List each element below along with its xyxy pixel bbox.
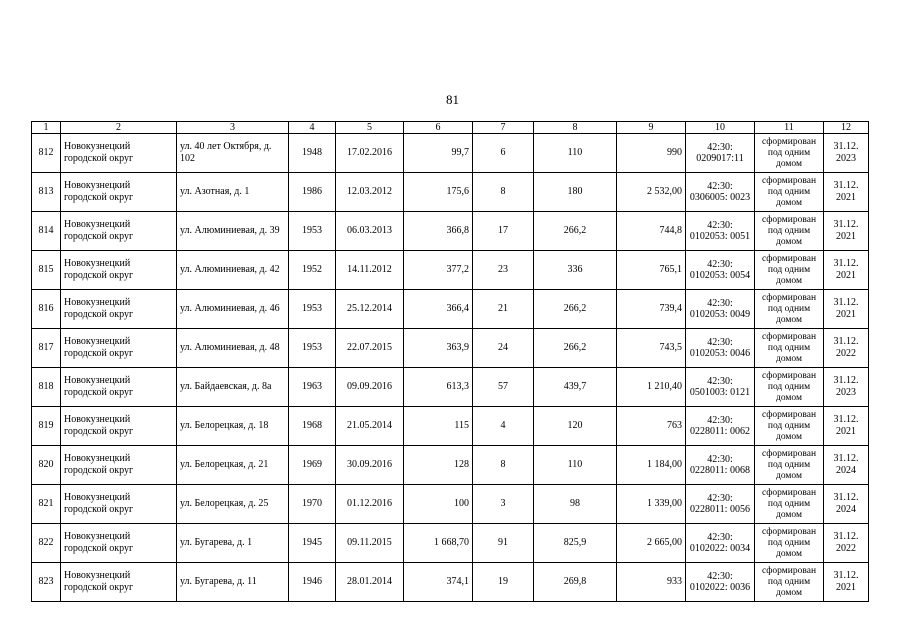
area3-cell: 739,4 (617, 290, 686, 329)
area3-cell: 763 (617, 407, 686, 446)
date-cell: 17.02.2016 (336, 134, 404, 173)
address-cell: ул. Алюминиевая, д. 46 (177, 290, 289, 329)
address-cell: ул. Бугарева, д. 11 (177, 563, 289, 602)
count-cell: 21 (473, 290, 534, 329)
date-cell: 09.11.2015 (336, 524, 404, 563)
status-cell: сформирован под одним домом (755, 446, 824, 485)
table-row (32, 212, 869, 251)
date-cell: 14.11.2012 (336, 251, 404, 290)
area-cell: 99,7 (404, 134, 473, 173)
address-cell: ул. Алюминиевая, д. 39 (177, 212, 289, 251)
count-cell: 8 (473, 446, 534, 485)
area2-cell: 120 (534, 407, 617, 446)
row-number: 820 (32, 446, 61, 485)
municipality-cell: Новокузнецкий городской округ (61, 446, 177, 485)
due-date-cell: 31.12. 2023 (824, 134, 869, 173)
year-cell: 1968 (289, 407, 336, 446)
status-cell: сформирован под одним домом (755, 290, 824, 329)
table-row (32, 563, 869, 602)
area2-cell: 336 (534, 251, 617, 290)
area-cell: 1 668,70 (404, 524, 473, 563)
date-cell: 22.07.2015 (336, 329, 404, 368)
address-cell: ул. Азотная, д. 1 (177, 173, 289, 212)
cadastral-cell: 42:30: 0501003: 0121 (686, 368, 755, 407)
year-cell: 1946 (289, 563, 336, 602)
cadastral-cell: 42:30: 0102022: 0036 (686, 563, 755, 602)
address-cell: ул. Белорецкая, д. 25 (177, 485, 289, 524)
area-cell: 100 (404, 485, 473, 524)
municipality-cell: Новокузнецкий городской округ (61, 368, 177, 407)
status-cell: сформирован под одним домом (755, 485, 824, 524)
municipality-cell: Новокузнецкий городской округ (61, 251, 177, 290)
status-cell: сформирован под одним домом (755, 329, 824, 368)
date-cell: 25.12.2014 (336, 290, 404, 329)
municipality-cell: Новокузнецкий городской округ (61, 212, 177, 251)
status-cell: сформирован под одним домом (755, 251, 824, 290)
row-number: 817 (32, 329, 61, 368)
address-cell: ул. Белорецкая, д. 18 (177, 407, 289, 446)
status-cell: сформирован под одним домом (755, 134, 824, 173)
year-cell: 1953 (289, 290, 336, 329)
year-cell: 1945 (289, 524, 336, 563)
status-cell: сформирован под одним домом (755, 524, 824, 563)
table-header (32, 122, 869, 134)
cadastral-cell: 42:30: 0102053: 0049 (686, 290, 755, 329)
municipality-cell: Новокузнецкий городской округ (61, 524, 177, 563)
column-header: 10 (686, 122, 755, 134)
area3-cell: 2 665,00 (617, 524, 686, 563)
year-cell: 1952 (289, 251, 336, 290)
count-cell: 17 (473, 212, 534, 251)
year-cell: 1969 (289, 446, 336, 485)
due-date-cell: 31.12. 2021 (824, 407, 869, 446)
due-date-cell: 31.12. 2024 (824, 446, 869, 485)
table-row (32, 134, 869, 173)
area3-cell: 743,5 (617, 329, 686, 368)
date-cell: 01.12.2016 (336, 485, 404, 524)
area2-cell: 825,9 (534, 524, 617, 563)
count-cell: 6 (473, 134, 534, 173)
count-cell: 19 (473, 563, 534, 602)
row-number: 816 (32, 290, 61, 329)
cadastral-cell: 42:30: 0102053: 0054 (686, 251, 755, 290)
cadastral-cell: 42:30: 0228011: 0056 (686, 485, 755, 524)
column-header: 7 (473, 122, 534, 134)
area2-cell: 266,2 (534, 212, 617, 251)
date-cell: 28.01.2014 (336, 563, 404, 602)
address-cell: ул. Белорецкая, д. 21 (177, 446, 289, 485)
area3-cell: 990 (617, 134, 686, 173)
municipality-cell: Новокузнецкий городской округ (61, 290, 177, 329)
status-cell: сформирован под одним домом (755, 407, 824, 446)
date-cell: 21.05.2014 (336, 407, 404, 446)
year-cell: 1986 (289, 173, 336, 212)
area-cell: 366,8 (404, 212, 473, 251)
due-date-cell: 31.12. 2021 (824, 212, 869, 251)
area-cell: 374,1 (404, 563, 473, 602)
housing-registry-table (31, 121, 869, 602)
due-date-cell: 31.12. 2023 (824, 368, 869, 407)
header-row (32, 122, 869, 134)
date-cell: 06.03.2013 (336, 212, 404, 251)
count-cell: 3 (473, 485, 534, 524)
area2-cell: 266,2 (534, 329, 617, 368)
status-cell: сформирован под одним домом (755, 368, 824, 407)
count-cell: 8 (473, 173, 534, 212)
status-cell: сформирован под одним домом (755, 173, 824, 212)
status-cell: сформирован под одним домом (755, 212, 824, 251)
count-cell: 91 (473, 524, 534, 563)
count-cell: 24 (473, 329, 534, 368)
table-row (32, 485, 869, 524)
count-cell: 57 (473, 368, 534, 407)
year-cell: 1953 (289, 329, 336, 368)
area-cell: 377,2 (404, 251, 473, 290)
area2-cell: 110 (534, 134, 617, 173)
table-row (32, 290, 869, 329)
column-header: 1 (32, 122, 61, 134)
table-row (32, 446, 869, 485)
cadastral-cell: 42:30: 0306005: 0023 (686, 173, 755, 212)
address-cell: ул. Бугарева, д. 1 (177, 524, 289, 563)
column-header: 3 (177, 122, 289, 134)
municipality-cell: Новокузнецкий городской округ (61, 134, 177, 173)
row-number: 823 (32, 563, 61, 602)
column-header: 8 (534, 122, 617, 134)
area3-cell: 933 (617, 563, 686, 602)
due-date-cell: 31.12. 2021 (824, 563, 869, 602)
address-cell: ул. Байдаевская, д. 8а (177, 368, 289, 407)
column-header: 9 (617, 122, 686, 134)
cadastral-cell: 42:30: 0209017:11 (686, 134, 755, 173)
area3-cell: 765,1 (617, 251, 686, 290)
year-cell: 1970 (289, 485, 336, 524)
due-date-cell: 31.12. 2021 (824, 290, 869, 329)
area3-cell: 1 339,00 (617, 485, 686, 524)
area2-cell: 180 (534, 173, 617, 212)
table-row (32, 329, 869, 368)
area-cell: 128 (404, 446, 473, 485)
count-cell: 4 (473, 407, 534, 446)
column-header: 6 (404, 122, 473, 134)
cadastral-cell: 42:30: 0102022: 0034 (686, 524, 755, 563)
year-cell: 1963 (289, 368, 336, 407)
municipality-cell: Новокузнецкий городской округ (61, 407, 177, 446)
table-row (32, 251, 869, 290)
due-date-cell: 31.12. 2021 (824, 173, 869, 212)
row-number: 812 (32, 134, 61, 173)
due-date-cell: 31.12. 2024 (824, 485, 869, 524)
row-number: 815 (32, 251, 61, 290)
due-date-cell: 31.12. 2022 (824, 329, 869, 368)
area-cell: 363,9 (404, 329, 473, 368)
year-cell: 1953 (289, 212, 336, 251)
area2-cell: 98 (534, 485, 617, 524)
column-header: 5 (336, 122, 404, 134)
area2-cell: 110 (534, 446, 617, 485)
address-cell: ул. Алюминиевая, д. 48 (177, 329, 289, 368)
row-number: 813 (32, 173, 61, 212)
area3-cell: 1 210,40 (617, 368, 686, 407)
area3-cell: 744,8 (617, 212, 686, 251)
due-date-cell: 31.12. 2022 (824, 524, 869, 563)
year-cell: 1948 (289, 134, 336, 173)
area-cell: 366,4 (404, 290, 473, 329)
table-row (32, 173, 869, 212)
municipality-cell: Новокузнецкий городской округ (61, 485, 177, 524)
count-cell: 23 (473, 251, 534, 290)
column-header: 12 (824, 122, 869, 134)
row-number: 814 (32, 212, 61, 251)
status-cell: сформирован под одним домом (755, 563, 824, 602)
area2-cell: 439,7 (534, 368, 617, 407)
table-body (32, 134, 869, 602)
area2-cell: 266,2 (534, 290, 617, 329)
area-cell: 613,3 (404, 368, 473, 407)
date-cell: 30.09.2016 (336, 446, 404, 485)
row-number: 821 (32, 485, 61, 524)
column-header: 11 (755, 122, 824, 134)
row-number: 818 (32, 368, 61, 407)
address-cell: ул. Алюминиевая, д. 42 (177, 251, 289, 290)
address-cell: ул. 40 лет Октября, д. 102 (177, 134, 289, 173)
area2-cell: 269,8 (534, 563, 617, 602)
municipality-cell: Новокузнецкий городской округ (61, 563, 177, 602)
column-header: 2 (61, 122, 177, 134)
area-cell: 175,6 (404, 173, 473, 212)
cadastral-cell: 42:30: 0228011: 0068 (686, 446, 755, 485)
date-cell: 09.09.2016 (336, 368, 404, 407)
area-cell: 115 (404, 407, 473, 446)
cadastral-cell: 42:30: 0102053: 0046 (686, 329, 755, 368)
table-row (32, 368, 869, 407)
row-number: 822 (32, 524, 61, 563)
due-date-cell: 31.12. 2021 (824, 251, 869, 290)
cadastral-cell: 42:30: 0102053: 0051 (686, 212, 755, 251)
cadastral-cell: 42:30: 0228011: 0062 (686, 407, 755, 446)
municipality-cell: Новокузнецкий городской округ (61, 329, 177, 368)
date-cell: 12.03.2012 (336, 173, 404, 212)
area3-cell: 2 532,00 (617, 173, 686, 212)
table-row (32, 407, 869, 446)
area3-cell: 1 184,00 (617, 446, 686, 485)
table-row (32, 524, 869, 563)
row-number: 819 (32, 407, 61, 446)
column-header: 4 (289, 122, 336, 134)
page-number: 81 (446, 92, 459, 107)
municipality-cell: Новокузнецкий городской округ (61, 173, 177, 212)
